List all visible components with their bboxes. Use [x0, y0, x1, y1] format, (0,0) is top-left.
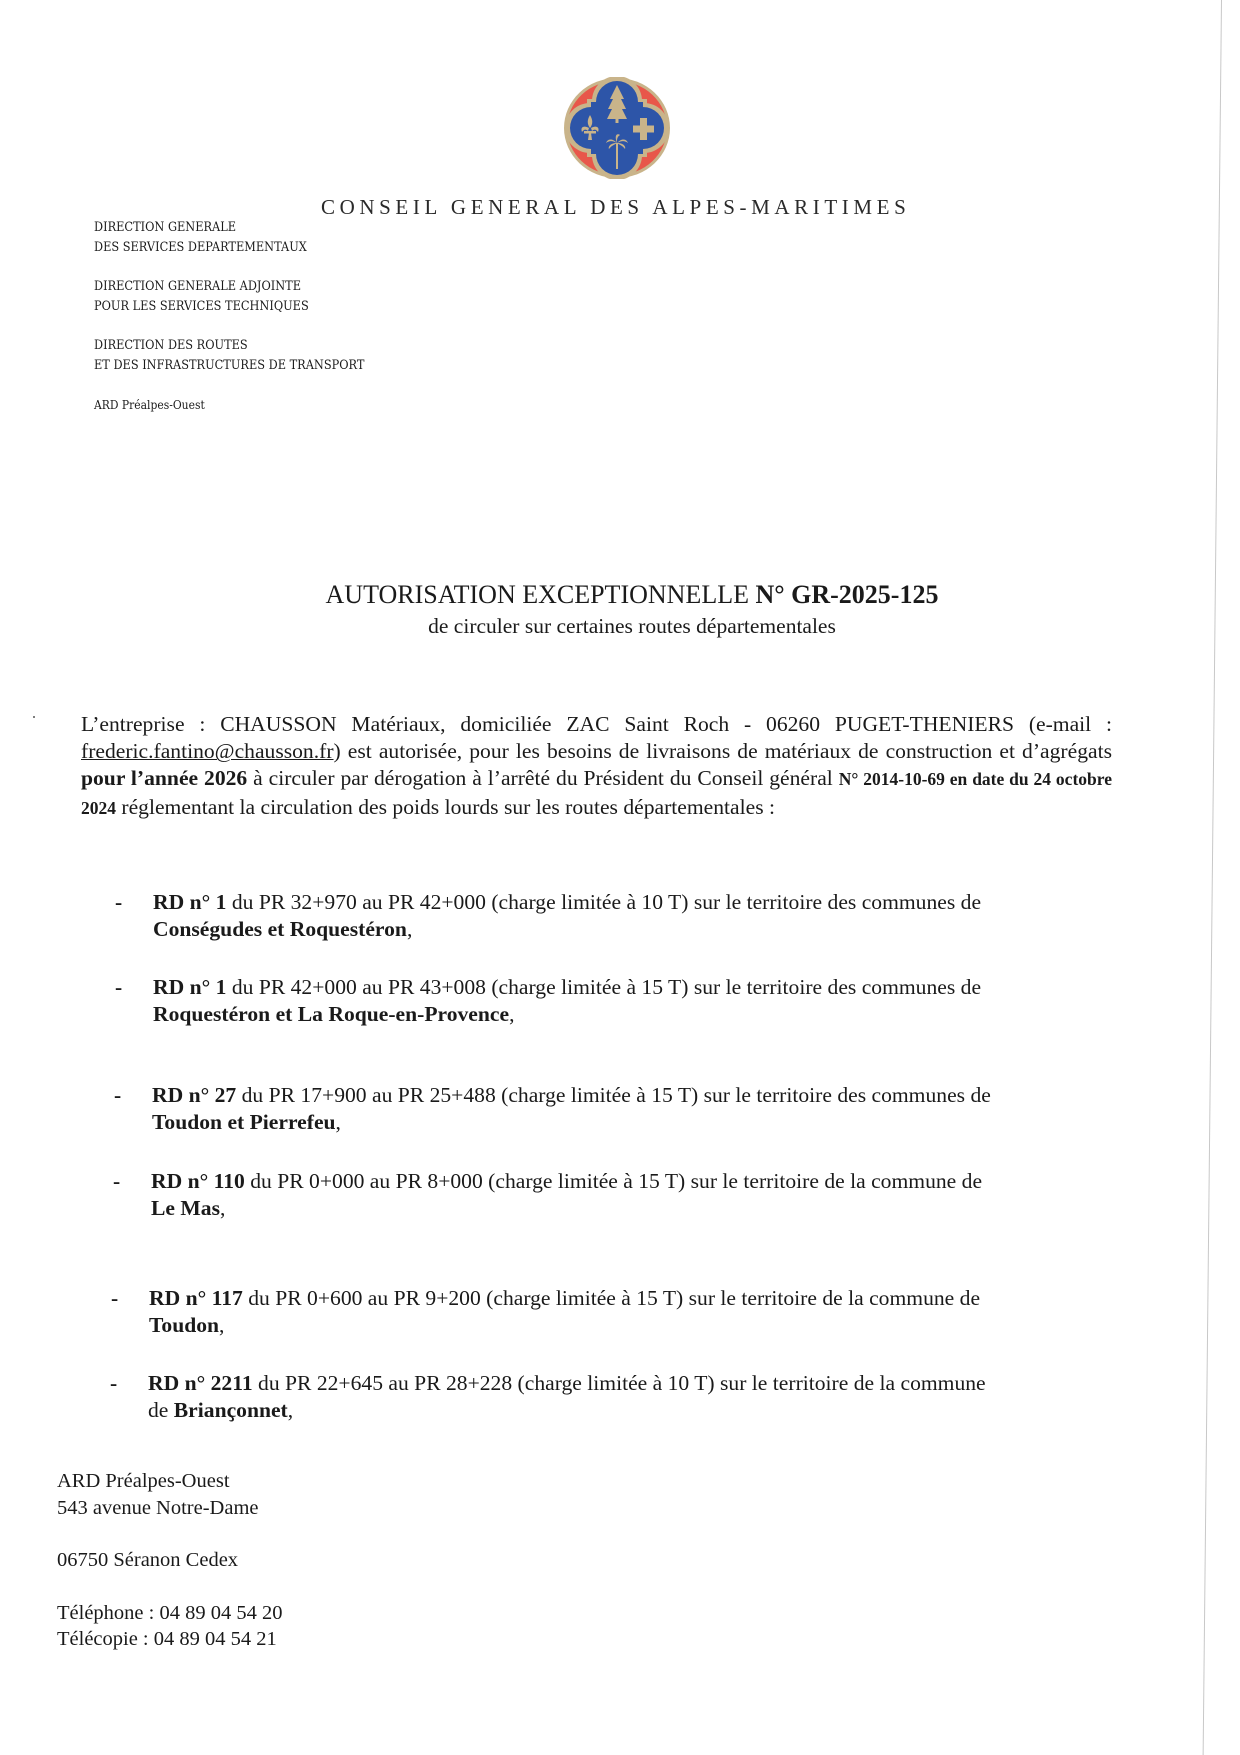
- spacer: [57, 1574, 282, 1600]
- direction-block: [94, 277, 364, 316]
- route-suffix: ,: [406, 917, 413, 942]
- council-name: CONSEIL GENERAL DES ALPES-MARITIMES: [321, 195, 911, 219]
- email-link[interactable]: frederic.fantino@chausson.fr: [81, 739, 334, 764]
- page-edge-line: [1203, 0, 1222, 1755]
- road-number: RD n° 1: [153, 890, 227, 914]
- road-number: RD n° 117: [149, 1286, 243, 1310]
- phone-number: Téléphone : 04 89 04 54 20: [57, 1601, 283, 1624]
- direction-line: DIRECTION GENERALE ADJOINTE: [94, 279, 302, 294]
- list-dash: -: [113, 1169, 121, 1193]
- list-dash: -: [115, 975, 123, 999]
- direction-block: [94, 218, 364, 257]
- route-text: du PR 32+970 au PR 42+000 (charge limitée à 10 T) sur le territoire des communes de: [226, 890, 982, 914]
- route-item: [114, 1082, 991, 1136]
- title-prefix: AUTORISATION EXCEPTIONNELLE: [325, 580, 756, 609]
- intro-text: à circuler par dérogation à l’arrêté du Président du Conseil général: [247, 766, 839, 791]
- address-city: 06750 Séranon Cedex: [57, 1549, 239, 1571]
- commune-names: Le Mas: [151, 1196, 220, 1221]
- road-number: RD n° 27: [152, 1083, 237, 1107]
- route-suffix: ,: [219, 1313, 225, 1338]
- route-item: [113, 1168, 983, 1222]
- directions-list: [94, 218, 364, 415]
- route-item: [111, 1285, 981, 1339]
- route-text: du PR 42+000 au PR 43+008 (charge limitée à 15 T) sur le territoire des communes de: [226, 975, 982, 999]
- route-item: [110, 1370, 986, 1424]
- road-number: RD n° 1: [153, 975, 227, 999]
- document-title: [24, 578, 1240, 612]
- route-text: de: [148, 1398, 174, 1423]
- route-text: du PR 0+600 au PR 9+200 (charge limitée à 15 T) sur le territoire de la commune de: [242, 1286, 981, 1310]
- commune-names: Toudon: [149, 1313, 220, 1338]
- authorization-number: N° GR-2025-125: [755, 580, 939, 609]
- scan-speck: [33, 716, 35, 718]
- direction-block: [94, 336, 364, 375]
- decree-reference: N° 2014-10-69 en date du 24 octobre 2024: [81, 769, 1112, 818]
- route-suffix: ,: [335, 1110, 341, 1135]
- intro-text: réglementant la circulation des poids lourds sur les routes départementales :: [116, 794, 776, 819]
- route-text: du PR 22+645 au PR 28+228 (charge limitée à 10 T) sur le territoire de la commune: [252, 1371, 986, 1395]
- list-dash: -: [110, 1371, 118, 1395]
- direction-line: ET DES INFRASTRUCTURES DE TRANSPORT: [94, 357, 365, 373]
- footer-address: [57, 1468, 282, 1653]
- direction-line: POUR LES SERVICES TECHNIQUES: [94, 298, 309, 314]
- route-text: du PR 0+000 au PR 8+000 (charge limitée à 15 T) sur le territoire de la commune de: [244, 1169, 983, 1193]
- direction-line: DES SERVICES DEPARTEMENTAUX: [94, 239, 307, 255]
- coat-of-arms-logo: [563, 77, 671, 179]
- direction-line: DIRECTION GENERALE: [94, 220, 237, 235]
- intro-text: L’entreprise : CHAUSSON Matériaux, domiciliée ZAC Saint Roch - 06260 PUGET-THENIERS (e-mail :: [81, 712, 1112, 736]
- road-number: RD n° 2211: [148, 1371, 253, 1395]
- list-dash: -: [114, 1083, 122, 1107]
- road-number: RD n° 110: [151, 1169, 245, 1193]
- list-dash: -: [111, 1286, 119, 1310]
- route-text: du PR 17+900 au PR 25+488 (charge limitée à 15 T) sur le territoire des communes de: [236, 1083, 991, 1107]
- list-dash: -: [115, 890, 123, 914]
- year-bold: pour l’année 2026: [81, 766, 248, 791]
- fax-number: Télécopie : 04 89 04 54 21: [57, 1628, 277, 1650]
- agency-name: ARD Préalpes-Ouest: [94, 397, 205, 412]
- spacer: [57, 1521, 282, 1547]
- route-suffix: ,: [509, 1002, 515, 1027]
- intro-paragraph: [81, 711, 1112, 822]
- commune-names: Toudon et Pierrefeu: [152, 1110, 336, 1135]
- route-suffix: ,: [287, 1398, 294, 1423]
- coat-of-arms-icon: [563, 77, 671, 179]
- commune-names: Conségudes et Roquestéron: [153, 917, 407, 942]
- address-agency: ARD Préalpes-Ouest: [57, 1470, 230, 1492]
- direction-line: DIRECTION DES ROUTES: [94, 338, 248, 353]
- document-title-block: [0, 578, 1240, 640]
- address-street: 543 avenue Notre-Dame: [57, 1496, 259, 1519]
- route-item: [115, 889, 982, 943]
- route-suffix: ,: [219, 1196, 226, 1221]
- commune-names: Brianҫonnet: [173, 1398, 288, 1423]
- intro-text: ) est autorisée, pour les besoins de livraisons de matériaux de construction et d’agrégats: [333, 739, 1112, 764]
- commune-names: Roquestéron et La Roque-en-Provence: [153, 1002, 510, 1027]
- document-subtitle: de circuler sur certaines routes départementales: [428, 614, 836, 638]
- route-item: [115, 974, 982, 1028]
